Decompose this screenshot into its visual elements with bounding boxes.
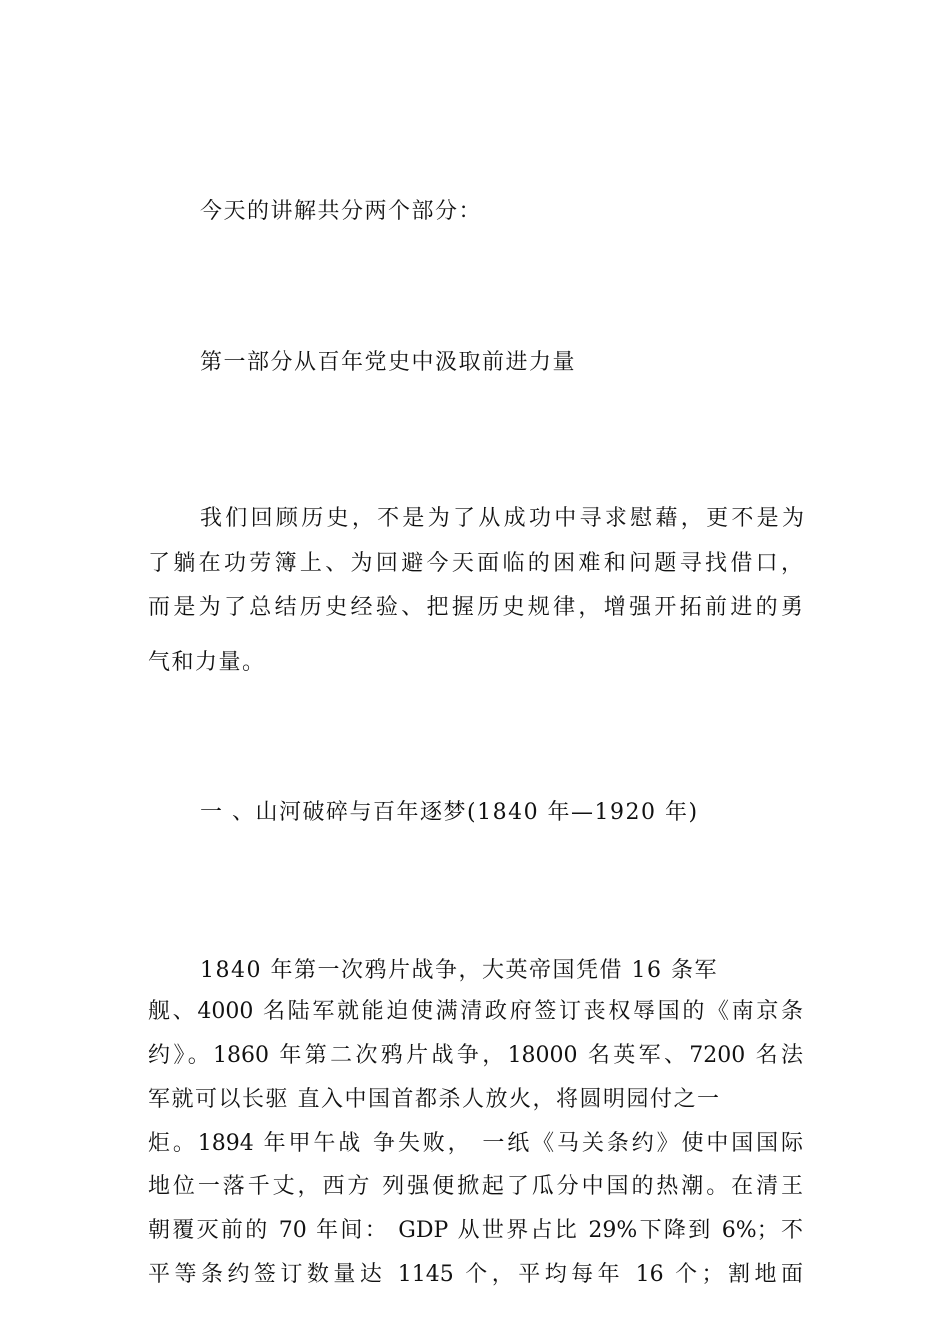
paragraph-line: 约》。1860 年第二次鸦片战争，18000 名英军、7200 名法 — [148, 1043, 803, 1068]
section-one-heading: 一 、山河破碎与百年逐梦(1840 年—1920 年) — [200, 800, 699, 825]
paragraph-line: 我们回顾历史，不是为了从成功中寻求慰藉，更不是为 — [200, 506, 804, 531]
paragraph-line: 炬。1894 年甲午战 争失败， 一纸《马关条约》使中国国际 — [148, 1131, 803, 1156]
intro-text: 今天的讲解共分两个部分： — [200, 199, 483, 224]
part-one-heading: 第一部分从百年党史中汲取前进力量 — [200, 350, 577, 375]
paragraph-line: 平等条约签订数量达 1145 个，平均每年 16 个；割地面 — [148, 1262, 803, 1287]
paragraph-line: 地位一落千丈，西方 列强便掀起了瓜分中国的热潮。在清王 — [148, 1174, 803, 1199]
paragraph-line: 朝覆灭前的 70 年间： GDP 从世界占比 29%下降到 6%；不 — [148, 1218, 803, 1243]
paragraph-line: 舰、4000 名陆军就能迫使满清政府签订丧权辱国的《南京条 — [148, 999, 803, 1024]
paragraph-line: 气和力量。 — [148, 650, 266, 675]
paragraph-line: 军就可以长驱 直入中国首都杀人放火，将圆明园付之一 — [148, 1087, 721, 1112]
paragraph-line: 1840 年第一次鸦片战争，大英帝国凭借 16 条军 — [200, 958, 718, 983]
paragraph-line: 了躺在功劳簿上、为回避今天面临的困难和问题寻找借口， — [148, 551, 803, 576]
paragraph-line: 而是为了总结历史经验、把握历史规律，增强开拓前进的勇 — [148, 595, 803, 620]
